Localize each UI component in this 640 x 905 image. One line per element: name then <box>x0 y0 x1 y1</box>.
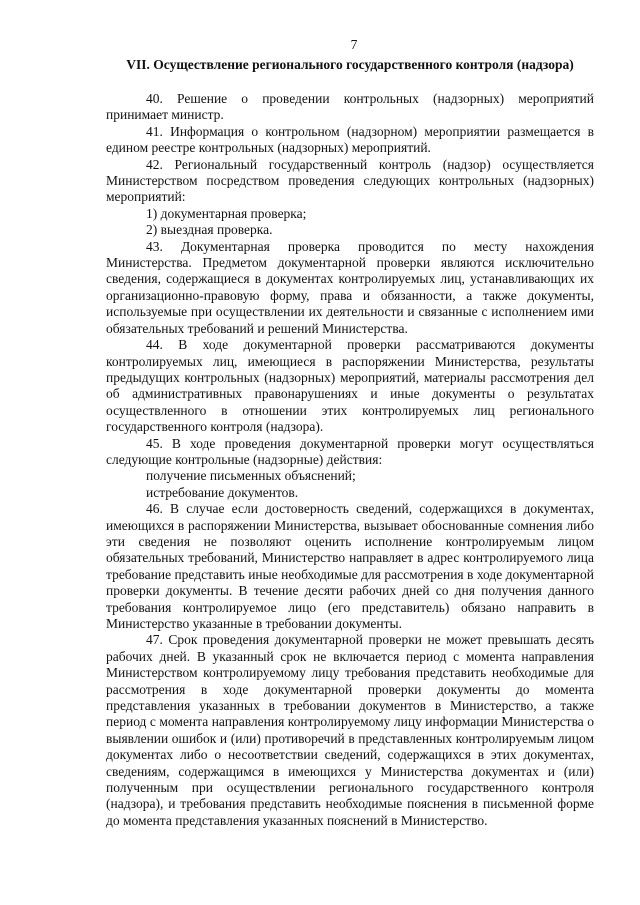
page-number: 7 <box>350 37 358 52</box>
paragraph: 42. Региональный государственный контроль (надзор) осуществляется Министерством посредством проведения следующих контрольных (надзорных) мероприятий: <box>106 156 594 205</box>
paragraph: 45. В ходе проведения документарной проверки могут осуществляться следующие контрольные (надзорные) действия: <box>106 435 594 467</box>
list-item: 2) выездная проверка. <box>146 222 273 238</box>
document-body <box>106 91 594 829</box>
paragraph: 44. В ходе документарной проверки рассматриваются документы контролируемых лиц, имеющиеся в распоряжении Министерства, результаты предыдущих контрольных (надзорных) мероприятий, материалы рассмотрения дел об административных правонарушениях и иные документы о результатах осуществленного в отношении этих контролируемых лиц регионального государственного контроля (надзора). <box>106 337 594 435</box>
section-title: VII. Осуществление регионального государственного контроля (надзора) <box>126 57 574 72</box>
list-item: 1) документарная проверка; <box>146 205 307 221</box>
list-item: истребование документов. <box>146 484 299 500</box>
paragraph: 47. Срок проведения документарной проверки не может превышать десять рабочих дней. В указанный срок не включается период с момента направления Министерством контролируемому лицу требования представить необходимые для рассмотрения в ходе документарной проверки документы до момента представления указанных в требовании документов в Министерство, а также период с момента направления контролируемому лицу информации Министерства о выявлении ошибок и (или) противоречий в представленных контролируемым лицом документах либо о несоответствии сведений, содержащихся в этих документах, сведениям, содержащимся в имеющихся у Министерства документах и (или) полученным при осуществлении регионального государственного контроля (надзора), и требования представить необходимые пояснения в письменной форме до момента представления указанных пояснений в Министерство. <box>106 632 594 828</box>
paragraph: 41. Информация о контрольном (надзорном) мероприятии размещается в едином реестре контрольных (надзорных) мероприятий. <box>106 123 594 156</box>
paragraph: 40. Решение о проведении контрольных (надзорных) мероприятий принимает министр. <box>106 91 594 123</box>
list-item: получение письменных объяснений; <box>146 468 356 484</box>
paragraph: 43. Документарная проверка проводится по месту нахождения Министерства. Предметом документарной проверки являются исключительно сведения, содержащиеся в документах контролируемых лиц, устанавливающих их организационно-правовую форму, права и обязанности, а также документы, используемые при осуществлении их деятельности и связанные с исполнением ими обязательных требований и решений Министерства. <box>106 238 594 336</box>
paragraph: 46. В случае если достоверность сведений, содержащихся в документах, имеющихся в распоряжении Министерства, вызывает обоснованные сомнения либо эти сведения не позволяют оценить исполнение контролируемым лицом обязательных требований, Министерство направляет в адрес контролируемого лица требование представить иные необходимые для рассмотрения в ходе документарной проверки документы. В течение десяти рабочих дней со дня получения данного требования контролируемое лицо (его представитель) обязано направить в Министерство указанные в требовании документы. <box>106 501 594 631</box>
